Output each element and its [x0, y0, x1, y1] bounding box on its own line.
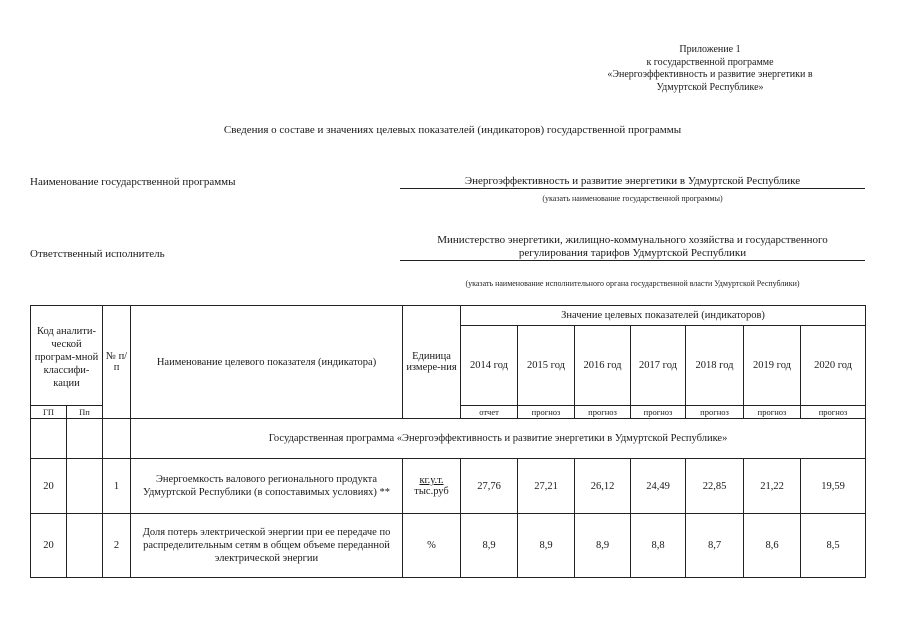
- executor-value-line2: регулирования тарифов Удмуртской Республики: [400, 247, 865, 261]
- appendix-header: [560, 44, 860, 94]
- header-kind: прогноз: [631, 406, 686, 419]
- appendix-line: Приложение 1: [679, 44, 741, 55]
- row-unit-line1: кг.у.т.: [419, 475, 444, 486]
- row-value: 19,59: [801, 459, 866, 514]
- row-unit-line1: %: [427, 540, 436, 551]
- header-name: Наименование целевого показателя (индикатора): [131, 306, 403, 419]
- program-label: Наименование государственной программы: [30, 176, 236, 188]
- table-row: [31, 459, 866, 514]
- header-year: 2014 год: [461, 326, 518, 406]
- header-year: 2020 год: [801, 326, 866, 406]
- header-year: 2016 год: [575, 326, 631, 406]
- appendix-line: к государственной программе: [646, 56, 774, 68]
- executor-value-line1: Министерство энергетики, жилищно-коммунального хозяйства и государственного: [437, 234, 828, 246]
- row-value: 8,5: [801, 514, 866, 578]
- row-pp: [67, 459, 103, 514]
- row-value: 26,12: [575, 459, 631, 514]
- table-row: [31, 514, 866, 578]
- header-year: 2017 год: [631, 326, 686, 406]
- row-value: 27,76: [461, 459, 518, 514]
- row-value: 8,7: [686, 514, 744, 578]
- header-kind: прогноз: [801, 406, 866, 419]
- row-gp: 20: [31, 459, 67, 514]
- program-hint: (указать наименование государственной программы): [542, 194, 723, 203]
- header-kind: прогноз: [518, 406, 575, 419]
- section-row: [31, 419, 866, 459]
- header-year: 2015 год: [518, 326, 575, 406]
- row-unit-line2: тыс.руб: [414, 486, 449, 497]
- row-unit: [403, 459, 461, 514]
- header-unit: Единица измере-ния: [403, 306, 461, 419]
- row-value: 24,49: [631, 459, 686, 514]
- row-pp: [67, 514, 103, 578]
- program-value: Энергоэффективность и развитие энергетики в Удмуртской Республике: [400, 175, 865, 189]
- header-kind: отчет: [461, 406, 518, 419]
- row-gp: 20: [31, 514, 67, 578]
- executor-label: Ответственный исполнитель: [30, 248, 165, 260]
- row-value: 22,85: [686, 459, 744, 514]
- header-year: 2019 год: [744, 326, 801, 406]
- row-name: Доля потерь электрической энергии при ее передаче по распределительным сетям в общем объеме переданной электрической энергии: [131, 514, 403, 578]
- row-value: 8,9: [575, 514, 631, 578]
- row-value: 8,6: [744, 514, 801, 578]
- header-kind: прогноз: [744, 406, 801, 419]
- header-code: Код аналити-ческой програм-мной классифи-кации: [31, 306, 103, 406]
- row-unit: [403, 514, 461, 578]
- row-value: 8,9: [518, 514, 575, 578]
- header-kind: прогноз: [686, 406, 744, 419]
- row-value: 21,22: [744, 459, 801, 514]
- header-year: 2018 год: [686, 326, 744, 406]
- header-num: № п/п: [103, 306, 131, 419]
- document-title: Сведения о составе и значениях целевых показателей (индикаторов) государственной программы: [223, 124, 682, 136]
- row-value: 27,21: [518, 459, 575, 514]
- appendix-line: Удмуртской Республике»: [656, 81, 764, 93]
- header-code-gp: ГП: [31, 406, 67, 419]
- row-value: 8,9: [461, 514, 518, 578]
- indicators-table: [30, 305, 866, 578]
- header-code-pp: Пп: [67, 406, 103, 419]
- executor-hint: (указать наименование исполнительного органа государственной власти Удмуртской Республики): [465, 279, 800, 288]
- row-num: 1: [103, 459, 131, 514]
- header-kind: прогноз: [575, 406, 631, 419]
- row-value: 8,8: [631, 514, 686, 578]
- section-title: Государственная программа «Энергоэффективность и развитие энергетики в Удмуртской Республике»: [131, 419, 866, 459]
- row-num: 2: [103, 514, 131, 578]
- row-name: Энергоемкость валового регионального продукта Удмуртской Республики (в сопоставимых условиях) **: [131, 459, 403, 514]
- appendix-line: «Энергоэффективность и развитие энергетики в: [607, 69, 813, 80]
- header-values-group: Значение целевых показателей (индикаторов): [461, 306, 866, 326]
